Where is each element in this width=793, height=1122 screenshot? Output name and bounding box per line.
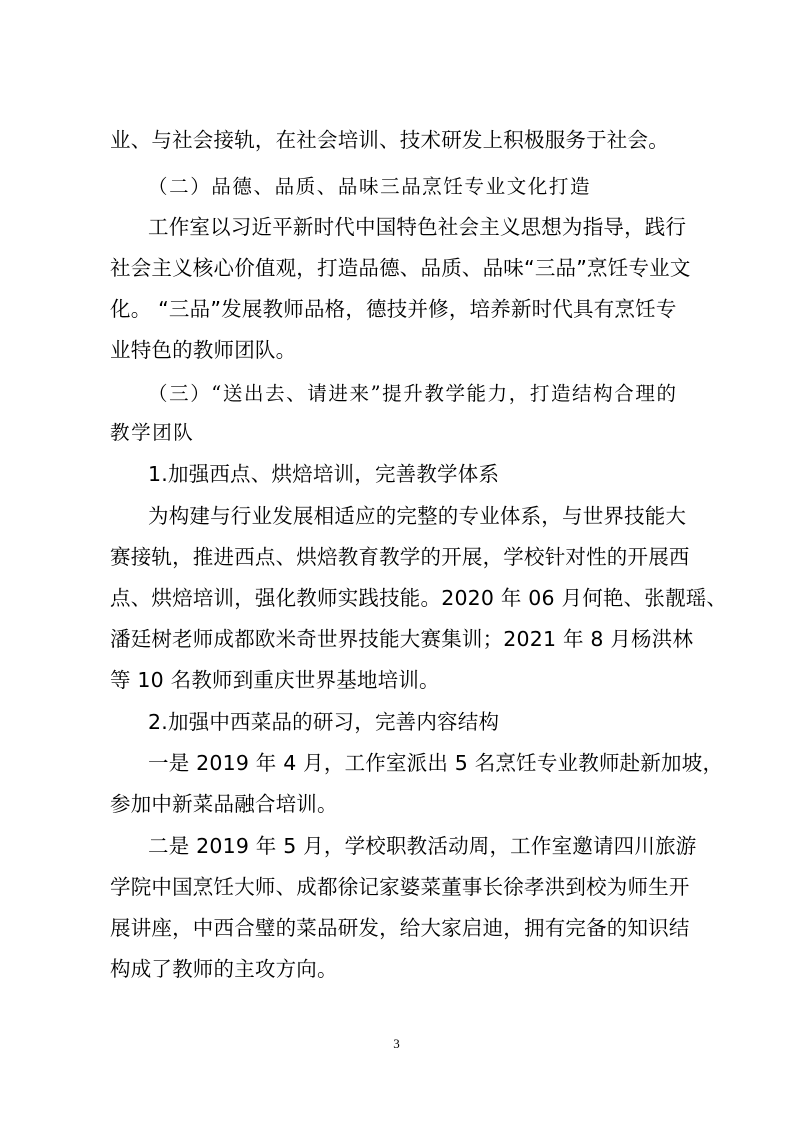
paragraph-line: 学院中国烹饪大师、成都徐记家婆菜董事长徐孝洪到校为师生开 (110, 875, 690, 899)
paragraph-line: 业、与社会接轨，在社会培训、技术研发上积极服务于社会。 (110, 128, 669, 152)
paragraph-line: 等 10 名教师到重庆世界基地培训。 (110, 668, 440, 692)
paragraph-line: 点、烘焙培训，强化教师实践技能。2020 年 06 月何艳、张靓瑶、 (110, 586, 728, 610)
paragraph-line: 为构建与行业发展相适应的完整的专业体系，与世界技能大 (148, 504, 687, 528)
subheading-2: 2.加强中西菜品的研习，完善内容结构 (148, 710, 500, 734)
paragraph-line: 业特色的教师团队。 (110, 338, 297, 362)
page-number: 3 (393, 1036, 400, 1051)
section-heading-3: （三）“送出去、请进来”提升教学能力，打造结构合理的 (148, 382, 678, 405)
paragraph-line: 赛接轨，推进西点、烘焙教育教学的开展，学校针对性的开展西 (110, 545, 690, 569)
subheading-1: 1.加强西点、烘焙培训，完善教学体系 (148, 462, 500, 486)
paragraph-line: 构成了教师的主攻方向。 (110, 957, 338, 981)
paragraph-line: 展讲座，中西合璧的菜品研发，给大家启迪，拥有完备的知识结 (110, 916, 690, 940)
paragraph-line: 参加中新菜品融合培训。 (110, 792, 338, 816)
paragraph-line: 化。 “三品”发展教师品格，德技并修，培养新时代具有烹饪专 (110, 297, 677, 321)
paragraph-line: 二是 2019 年 5 月，学校职教活动周，工作室邀请四川旅游 (148, 834, 697, 858)
paragraph-line: 工作室以习近平新时代中国特色社会主义思想为指导，践行 (148, 215, 687, 239)
section-heading-2: （二）品德、品质、品味三品烹饪专业文化打造 (148, 175, 592, 198)
paragraph-line: 社会主义核心价值观，打造品德、品质、品味“三品”烹饪专业文 (110, 256, 691, 280)
paragraph-line: 潘廷树老师成都欧米奇世界技能大赛集训；2021 年 8 月杨洪林 (110, 627, 694, 651)
paragraph-line: 一是 2019 年 4 月，工作室派出 5 名烹饪专业教师赴新加坡， (148, 751, 724, 775)
section-heading-3-cont: 教学团队 (110, 421, 195, 444)
